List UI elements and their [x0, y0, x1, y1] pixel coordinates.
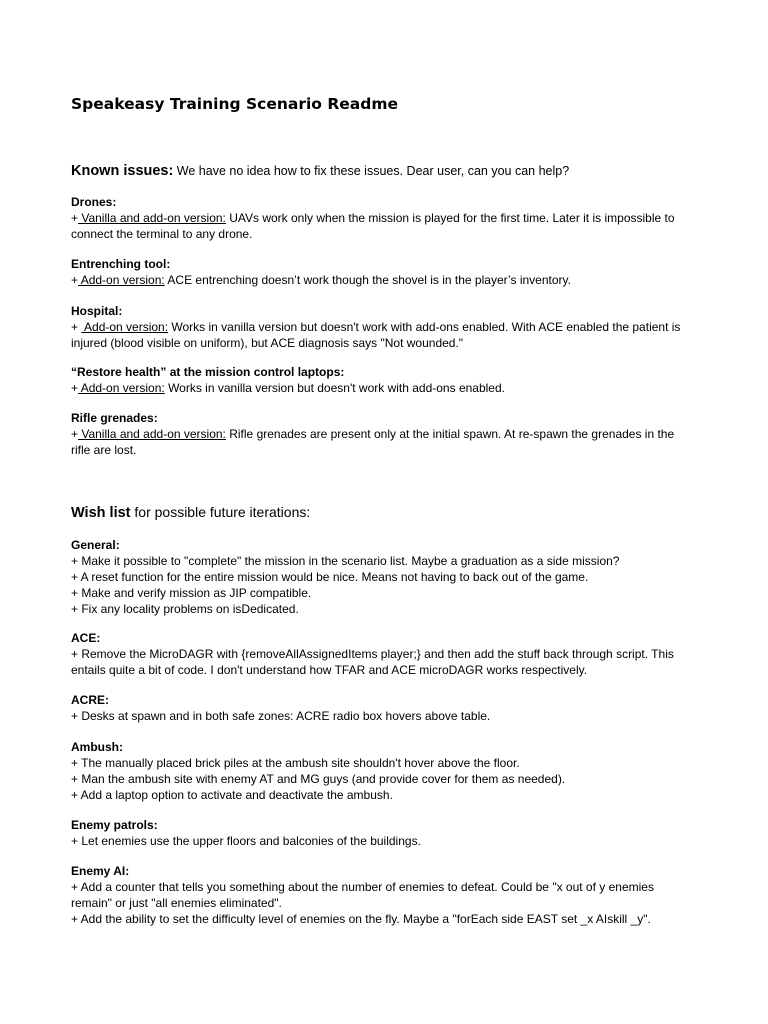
issue-title: Hospital: — [71, 304, 123, 318]
wish-list-intro: for possible future iterations: — [130, 504, 311, 520]
wish-ace — [71, 630, 696, 678]
wish-item: + Man the ambush site with enemy AT and MG guys (and provide cover for them as needed). — [71, 772, 566, 786]
version-label: Add-on version: — [78, 381, 165, 395]
issue-entrenching-tool — [71, 256, 696, 288]
issue-restore-health — [71, 364, 696, 396]
issue-text — [71, 272, 696, 288]
wish-item: + A reset function for the entire mission would be nice. Means not having to back out of the game. — [71, 570, 589, 584]
wish-item: + Add the ability to set the difficulty level of enemies on the fly. Maybe a "forEach side EAST set _x AIskill _y". — [71, 912, 651, 926]
issue-title: Drones: — [71, 195, 117, 209]
wish-enemy-ai — [71, 863, 696, 927]
issue-description: ACE entrenching doesn’t work though the shovel is in the player’s inventory. — [164, 273, 571, 287]
bullet-prefix: + — [71, 211, 79, 225]
issue-text — [71, 210, 696, 242]
wish-title: ACE: — [71, 631, 101, 645]
wish-enemy-patrols — [71, 817, 696, 849]
issue-hospital — [71, 303, 696, 351]
document-title: Speakeasy Training Scenario Readme — [71, 95, 399, 113]
wish-title: Enemy patrols: — [71, 818, 158, 832]
version-label: Add-on version: — [81, 320, 169, 334]
issue-title: “Restore health” at the mission control laptops: — [71, 365, 345, 379]
issue-description: Works in vanilla version but doesn't work with add-ons enabled. — [164, 381, 505, 395]
issue-rifle-grenades — [71, 410, 696, 458]
wish-general — [71, 537, 696, 617]
issue-text — [71, 426, 696, 458]
issue-title: Entrenching tool: — [71, 257, 171, 271]
wish-item: + Add a laptop option to activate and deactivate the ambush. — [71, 788, 393, 802]
issue-description: UAVs work only when the mission is played for the first time. Later it is impossible to connect the terminal to any drone. — [71, 211, 675, 241]
wish-item: + Add a counter that tells you something about the number of enemies to defeat. Could be "x out of y enemies remain" or just "all enemies eliminated". — [71, 880, 654, 910]
wish-list-heading — [71, 503, 310, 522]
known-issues-label: Known issues: — [71, 163, 174, 179]
issue-drones — [71, 194, 696, 242]
bullet-prefix: + — [71, 273, 79, 287]
issue-text — [71, 380, 696, 396]
wish-title: Enemy AI: — [71, 864, 130, 878]
wish-title: ACRE: — [71, 693, 109, 707]
issue-description: Rifle grenades are present only at the initial spawn. At re-spawn the grenades in the rifle are lost. — [71, 427, 675, 457]
version-label: Vanilla and add-on version: — [78, 211, 226, 225]
known-issues-heading — [71, 161, 569, 180]
wish-item: + Let enemies use the upper floors and balconies of the buildings. — [71, 834, 421, 848]
wish-item: + Desks at spawn and in both safe zones: ACRE radio box hovers above table. — [71, 709, 491, 723]
wish-item: + The manually placed brick piles at the ambush site shouldn't hover above the floor. — [71, 756, 520, 770]
bullet-prefix: + — [71, 427, 79, 441]
bullet-prefix: + — [71, 381, 79, 395]
issue-title: Rifle grenades: — [71, 411, 158, 425]
wish-title: General: — [71, 538, 120, 552]
version-label: Add-on version: — [78, 273, 165, 287]
wish-item: + Make and verify mission as JIP compatible. — [71, 586, 312, 600]
issue-description: Works in vanilla version but doesn't work with add-ons enabled. With ACE enabled the patient is injured (blood visible on uniform), but ACE diagnosis says "Not wounded." — [71, 320, 681, 350]
wish-title: Ambush: — [71, 740, 123, 754]
wish-item: + Make it possible to "complete" the mission in the scenario list. Maybe a graduation as a side mission? — [71, 554, 620, 568]
wish-ambush — [71, 739, 696, 803]
version-label: Vanilla and add-on version: — [78, 427, 226, 441]
wish-list-label: Wish list — [71, 505, 131, 521]
wish-item: + Remove the MicroDAGR with {removeAllAssignedItems player;} and then add the stuff back through script. This entails quite a bit of code. I don't understand how TFAR and ACE microDAGR works respectively. — [71, 647, 674, 677]
bullet-prefix: + — [71, 320, 82, 334]
issue-text — [71, 319, 696, 351]
wish-acre — [71, 692, 696, 724]
wish-item: + Fix any locality problems on isDedicated. — [71, 602, 299, 616]
known-issues-intro: We have no idea how to fix these issues. Dear user, can you can help? — [173, 164, 570, 178]
